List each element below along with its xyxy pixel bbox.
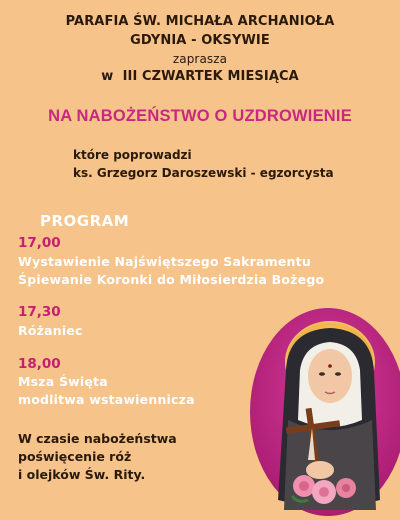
intro-line-1: które poprowadzi <box>73 148 192 162</box>
program-item-3-line-1: Msza Święta <box>18 374 108 389</box>
program-time-2: 17,30 <box>18 304 61 320</box>
program-item-3-line-2: modlitwa wstawiennicza <box>18 392 195 407</box>
face <box>308 349 352 403</box>
note-line-3: i olejków Św. Rity. <box>18 467 146 482</box>
parish-location: GDYNIA - OKSYWIE <box>130 33 270 48</box>
event-date <box>0 69 400 84</box>
note-line-1: W czasie nabożeństwa <box>18 431 177 446</box>
invites-text: zaprasza <box>172 52 228 66</box>
program-time-3: 18,00 <box>18 356 61 372</box>
note-line-2: poświęcenie róż <box>18 449 132 464</box>
program-item-2-line-1: Różaniec <box>18 323 83 338</box>
event-date-text: III CZWARTEK MIESIĄCA <box>122 69 299 84</box>
event-date-prefix: w <box>101 69 114 84</box>
program-time-1: 17,00 <box>18 235 61 251</box>
program-item-1-line-2: Śpiewanie Koronki do Miłosierdzia Bożego <box>18 272 325 287</box>
intro-line-2: ks. Grzegorz Daroszewski - egzorcysta <box>73 166 334 180</box>
parish-name: PARAFIA ŚW. MICHAŁA ARCHANIOŁA <box>65 14 335 29</box>
headline: NA NABOŻEŃSTWO O UZDROWIENIE <box>48 107 352 125</box>
program-item-1-line-1: Wystawienie Najświętszego Sakramentu <box>18 254 311 269</box>
saint-rita-portrait <box>248 300 400 520</box>
program-title: PROGRAM <box>40 212 130 230</box>
